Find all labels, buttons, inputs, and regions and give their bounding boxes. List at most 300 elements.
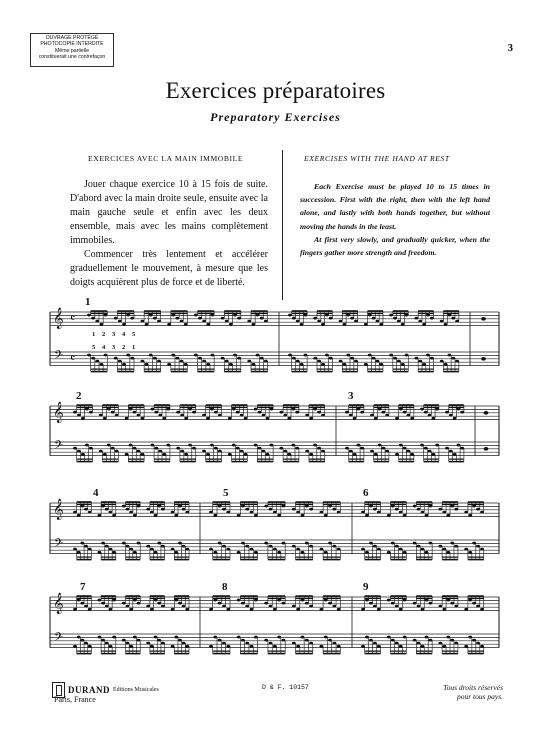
note-head bbox=[296, 511, 300, 514]
note-head bbox=[111, 411, 115, 414]
note-head bbox=[453, 453, 457, 456]
note-head bbox=[449, 450, 453, 453]
note-head bbox=[301, 551, 305, 554]
note-head bbox=[154, 514, 158, 517]
note-head bbox=[417, 508, 421, 511]
note-head bbox=[418, 360, 422, 363]
note-head bbox=[218, 450, 222, 453]
publisher-editions: Éditions Musicales bbox=[113, 687, 159, 693]
fingering-number: 2 bbox=[102, 331, 106, 338]
note-head bbox=[174, 636, 178, 639]
note-head bbox=[325, 354, 329, 357]
note-head bbox=[413, 639, 417, 642]
note-head bbox=[365, 636, 369, 639]
rights-line: Tous droits réservés bbox=[443, 683, 503, 692]
note-head bbox=[382, 447, 386, 450]
note-head bbox=[270, 444, 274, 447]
note-head bbox=[185, 645, 189, 648]
note-head bbox=[222, 642, 226, 645]
note-head bbox=[305, 602, 309, 605]
note-head bbox=[254, 636, 258, 639]
note-head bbox=[422, 323, 426, 326]
note-head bbox=[476, 642, 480, 645]
note-head bbox=[317, 320, 321, 323]
note-head bbox=[292, 317, 296, 320]
note-head bbox=[377, 645, 381, 648]
note-head bbox=[324, 551, 328, 554]
note-head bbox=[403, 636, 407, 639]
note-head bbox=[206, 323, 210, 326]
note-head bbox=[226, 548, 230, 551]
note-head bbox=[428, 450, 432, 453]
note-head bbox=[379, 363, 383, 366]
note-head bbox=[401, 323, 405, 326]
note-head bbox=[225, 320, 229, 323]
note-head bbox=[228, 417, 232, 420]
note-head bbox=[237, 357, 241, 360]
fingering-number: 5 bbox=[132, 331, 136, 338]
note-head bbox=[373, 605, 377, 608]
note-head bbox=[112, 514, 116, 517]
note-head bbox=[133, 551, 137, 554]
note-head bbox=[476, 605, 480, 608]
note-head bbox=[109, 608, 113, 611]
note-head bbox=[460, 447, 464, 450]
note-head bbox=[332, 545, 336, 548]
note-head bbox=[354, 320, 358, 323]
note-head bbox=[154, 411, 158, 414]
note-head bbox=[87, 314, 91, 317]
note-head bbox=[214, 447, 218, 450]
note-head bbox=[403, 411, 407, 414]
note-head bbox=[407, 414, 411, 417]
note-head bbox=[122, 505, 126, 508]
note-head bbox=[258, 411, 262, 414]
bass-clef-icon: 𝄢 bbox=[54, 538, 64, 553]
note-head bbox=[430, 357, 434, 360]
note-head bbox=[250, 645, 254, 648]
note-head bbox=[103, 453, 107, 456]
note-head bbox=[410, 417, 414, 420]
note-head bbox=[283, 414, 287, 417]
note-head bbox=[141, 360, 145, 363]
whole-note bbox=[484, 411, 489, 415]
note-head bbox=[460, 411, 464, 414]
note-head bbox=[350, 317, 354, 320]
note-head bbox=[89, 411, 93, 414]
note-head bbox=[176, 447, 180, 450]
french-paragraph-1: Jouer chaque exercice 10 à 15 fois de suite. D'abord avec la main droite seule, ensuite avec la main gauche seule et enfin avec les deux ensemble, mais avec les mains complètement immobiles. bbox=[70, 179, 268, 246]
note-head bbox=[218, 639, 222, 642]
note-head bbox=[332, 508, 336, 511]
treble-clef-icon: 𝄞 bbox=[53, 499, 64, 519]
note-head bbox=[301, 636, 305, 639]
note-head bbox=[84, 545, 88, 548]
note-head bbox=[455, 320, 459, 323]
note-head bbox=[361, 548, 365, 551]
note-head bbox=[180, 320, 184, 323]
note-head bbox=[229, 323, 233, 326]
note-head bbox=[114, 317, 118, 320]
exercise-number: 9 bbox=[363, 581, 369, 593]
note-head bbox=[305, 542, 309, 545]
note-head bbox=[237, 514, 241, 517]
note-head bbox=[435, 444, 439, 447]
note-head bbox=[88, 548, 92, 551]
bass-clef-icon: 𝄢 bbox=[54, 440, 64, 455]
note-head bbox=[237, 636, 241, 639]
note-head bbox=[264, 602, 268, 605]
note-head bbox=[146, 605, 150, 608]
note-head bbox=[374, 417, 378, 420]
note-head bbox=[111, 447, 115, 450]
note-head bbox=[329, 317, 333, 320]
note-head bbox=[425, 636, 429, 639]
note-head bbox=[98, 599, 102, 602]
note-head bbox=[103, 417, 107, 420]
note-head bbox=[122, 542, 126, 545]
note-head bbox=[129, 444, 133, 447]
note-head bbox=[317, 360, 321, 363]
bass-clef-icon: 𝄢 bbox=[54, 350, 64, 365]
note-head bbox=[133, 514, 137, 517]
note-head bbox=[418, 320, 422, 323]
note-head bbox=[377, 548, 381, 551]
note-head bbox=[105, 508, 109, 511]
note-head bbox=[122, 639, 126, 642]
note-head bbox=[73, 511, 77, 514]
note-head bbox=[453, 417, 457, 420]
note-head bbox=[122, 323, 126, 326]
note-head bbox=[332, 642, 336, 645]
note-head bbox=[372, 357, 376, 360]
note-head bbox=[157, 639, 161, 642]
note-head bbox=[185, 548, 189, 551]
note-head bbox=[167, 323, 171, 326]
note-head bbox=[413, 542, 417, 545]
note-head bbox=[209, 608, 213, 611]
note-head bbox=[198, 317, 202, 320]
note-head bbox=[372, 317, 376, 320]
note-head bbox=[105, 642, 109, 645]
note-head bbox=[415, 357, 419, 360]
note-head bbox=[154, 636, 158, 639]
note-head bbox=[254, 444, 258, 447]
note-head bbox=[240, 414, 244, 417]
note-head bbox=[84, 508, 88, 511]
note-head bbox=[194, 354, 198, 357]
note-head bbox=[382, 411, 386, 414]
note-head bbox=[395, 508, 399, 511]
note-head bbox=[393, 357, 397, 360]
note-head bbox=[228, 453, 232, 456]
note-head bbox=[328, 639, 332, 642]
note-head bbox=[305, 414, 309, 417]
note-head bbox=[391, 639, 395, 642]
note-head bbox=[218, 602, 222, 605]
note-head bbox=[361, 608, 365, 611]
english-paragraph-1: Each Exercise must be played 10 to 15 times in succession. First with the right, then with the left hand alone, and lastly with both hands together, but without moving the hands in the least. bbox=[300, 182, 490, 231]
note-head bbox=[221, 357, 225, 360]
note-head bbox=[80, 639, 84, 642]
note-head bbox=[269, 642, 273, 645]
note-head bbox=[353, 453, 357, 456]
note-head bbox=[426, 354, 430, 357]
note-head bbox=[480, 645, 484, 648]
publisher-city: Paris, France bbox=[54, 695, 96, 704]
note-head bbox=[349, 414, 353, 417]
common-time-icon: 𝄴 bbox=[70, 351, 76, 365]
note-head bbox=[405, 354, 409, 357]
note-head bbox=[260, 317, 264, 320]
note-head bbox=[421, 645, 425, 648]
note-head bbox=[291, 444, 295, 447]
note-head bbox=[282, 639, 286, 642]
stamp-line: OUVRAGE PROTÉGÉ bbox=[45, 35, 99, 41]
french-paragraph-2: Commencer très lentement et accélérer graduellement le mouvement, à mesure que les doigts acquièrent plus de force et de liberté. bbox=[70, 249, 268, 288]
note-head bbox=[361, 645, 365, 648]
note-head bbox=[264, 542, 268, 545]
note-head bbox=[114, 357, 118, 360]
note-head bbox=[439, 605, 443, 608]
note-head bbox=[167, 363, 171, 366]
note-head bbox=[425, 514, 429, 517]
note-head bbox=[182, 508, 186, 511]
note-head bbox=[245, 605, 249, 608]
note-head bbox=[317, 411, 321, 414]
note-head bbox=[387, 599, 391, 602]
note-head bbox=[349, 450, 353, 453]
note-head bbox=[309, 417, 313, 420]
note-head bbox=[112, 551, 116, 554]
note-head bbox=[337, 511, 341, 514]
note-head bbox=[439, 642, 443, 645]
note-head bbox=[126, 605, 130, 608]
note-head bbox=[449, 414, 453, 417]
note-head bbox=[277, 551, 281, 554]
note-head bbox=[176, 317, 180, 320]
exercise-number: 4 bbox=[93, 487, 99, 499]
note-head bbox=[353, 417, 357, 420]
note-head bbox=[428, 414, 432, 417]
fingering-number: 3 bbox=[112, 331, 116, 338]
note-head bbox=[194, 314, 198, 317]
note-head bbox=[309, 453, 313, 456]
note-head bbox=[269, 508, 273, 511]
note-head bbox=[100, 363, 104, 366]
treble-clef-icon: 𝄞 bbox=[53, 593, 64, 613]
note-head bbox=[73, 548, 77, 551]
note-head bbox=[454, 642, 458, 645]
page-number: 3 bbox=[507, 42, 513, 54]
note-head bbox=[178, 639, 182, 642]
note-head bbox=[440, 320, 444, 323]
note-head bbox=[273, 511, 277, 514]
note-head bbox=[387, 636, 391, 639]
note-head bbox=[450, 542, 454, 545]
note-head bbox=[430, 317, 434, 320]
note-head bbox=[321, 363, 325, 366]
note-head bbox=[122, 363, 126, 366]
note-head bbox=[229, 363, 233, 366]
note-head bbox=[370, 414, 374, 417]
note-head bbox=[182, 545, 186, 548]
note-head bbox=[137, 414, 141, 417]
note-head bbox=[395, 605, 399, 608]
note-head bbox=[171, 548, 175, 551]
note-head bbox=[237, 551, 241, 554]
note-head bbox=[403, 551, 407, 554]
fingering-number: 4 bbox=[102, 344, 106, 351]
note-head bbox=[166, 444, 170, 447]
note-head bbox=[188, 444, 192, 447]
note-head bbox=[329, 357, 333, 360]
note-head bbox=[95, 320, 99, 323]
note-head bbox=[305, 450, 309, 453]
note-head bbox=[100, 323, 104, 326]
note-head bbox=[126, 354, 130, 357]
note-head bbox=[129, 548, 133, 551]
note-head bbox=[266, 417, 270, 420]
note-head bbox=[126, 642, 130, 645]
note-head bbox=[213, 514, 217, 517]
note-head bbox=[209, 548, 213, 551]
rights-notice bbox=[443, 683, 503, 701]
note-head bbox=[313, 357, 317, 360]
note-head bbox=[345, 411, 349, 414]
note-head bbox=[417, 545, 421, 548]
note-head bbox=[264, 320, 268, 323]
note-head bbox=[145, 323, 149, 326]
note-head bbox=[202, 320, 206, 323]
note-head bbox=[254, 514, 258, 517]
exercise-number: 8 bbox=[222, 581, 228, 593]
note-head bbox=[393, 317, 397, 320]
note-head bbox=[292, 357, 296, 360]
note-head bbox=[385, 450, 389, 453]
note-head bbox=[178, 602, 182, 605]
whole-note bbox=[481, 357, 486, 361]
note-head bbox=[77, 514, 81, 517]
note-head bbox=[464, 645, 468, 648]
note-head bbox=[209, 645, 213, 648]
note-head bbox=[77, 551, 81, 554]
note-head bbox=[247, 360, 251, 363]
fingering-number: 3 bbox=[112, 344, 116, 351]
note-head bbox=[115, 450, 119, 453]
note-head bbox=[185, 511, 189, 514]
note-head bbox=[292, 605, 296, 608]
note-head bbox=[105, 545, 109, 548]
note-head bbox=[472, 602, 476, 605]
note-head bbox=[387, 551, 391, 554]
note-head bbox=[133, 447, 137, 450]
note-head bbox=[125, 453, 129, 456]
note-head bbox=[133, 636, 137, 639]
note-head bbox=[451, 357, 455, 360]
note-head bbox=[157, 602, 161, 605]
note-head bbox=[245, 642, 249, 645]
note-head bbox=[444, 323, 448, 326]
note-head bbox=[389, 354, 393, 357]
note-head bbox=[309, 508, 313, 511]
publisher-name: DURAND bbox=[68, 685, 110, 695]
note-head bbox=[80, 602, 84, 605]
note-head bbox=[202, 414, 206, 417]
note-head bbox=[378, 444, 382, 447]
note-head bbox=[357, 444, 361, 447]
note-head bbox=[241, 639, 245, 642]
note-head bbox=[241, 602, 245, 605]
note-head bbox=[277, 636, 281, 639]
note-head bbox=[146, 545, 150, 548]
note-head bbox=[129, 511, 133, 514]
note-head bbox=[84, 642, 88, 645]
note-head bbox=[454, 508, 458, 511]
note-head bbox=[442, 511, 446, 514]
rights-line: pour tous pays. bbox=[456, 692, 503, 701]
note-head bbox=[324, 636, 328, 639]
note-head bbox=[305, 639, 309, 642]
note-head bbox=[180, 414, 184, 417]
note-head bbox=[379, 323, 383, 326]
note-head bbox=[125, 417, 129, 420]
note-head bbox=[176, 357, 180, 360]
note-head bbox=[339, 360, 343, 363]
note-head bbox=[137, 639, 141, 642]
note-head bbox=[161, 545, 165, 548]
note-head bbox=[391, 602, 395, 605]
note-head bbox=[440, 360, 444, 363]
note-head bbox=[350, 357, 354, 360]
note-head bbox=[81, 417, 85, 420]
note-head bbox=[262, 450, 266, 453]
bass-clef-icon: 𝄢 bbox=[54, 632, 64, 647]
note-head bbox=[468, 551, 472, 554]
note-head bbox=[296, 608, 300, 611]
note-head bbox=[184, 453, 188, 456]
note-head bbox=[237, 599, 241, 602]
note-head bbox=[150, 511, 154, 514]
whole-note bbox=[481, 317, 486, 321]
note-head bbox=[328, 542, 332, 545]
note-head bbox=[252, 363, 256, 366]
note-head bbox=[407, 450, 411, 453]
note-head bbox=[343, 363, 347, 366]
note-head bbox=[442, 548, 446, 551]
note-head bbox=[369, 602, 373, 605]
note-head bbox=[98, 551, 102, 554]
fingering-number: 1 bbox=[92, 331, 96, 338]
note-head bbox=[450, 639, 454, 642]
note-head bbox=[161, 642, 165, 645]
note-head bbox=[395, 545, 399, 548]
note-head bbox=[81, 453, 85, 456]
note-head bbox=[295, 411, 299, 414]
note-head bbox=[424, 447, 428, 450]
note-head bbox=[464, 548, 468, 551]
exercise-number: 6 bbox=[363, 487, 369, 499]
note-head bbox=[273, 608, 277, 611]
note-head bbox=[247, 320, 251, 323]
note-head bbox=[296, 645, 300, 648]
note-head bbox=[91, 317, 95, 320]
note-head bbox=[280, 447, 284, 450]
note-head bbox=[137, 542, 141, 545]
note-head bbox=[309, 642, 313, 645]
note-head bbox=[399, 511, 403, 514]
note-head bbox=[77, 636, 81, 639]
